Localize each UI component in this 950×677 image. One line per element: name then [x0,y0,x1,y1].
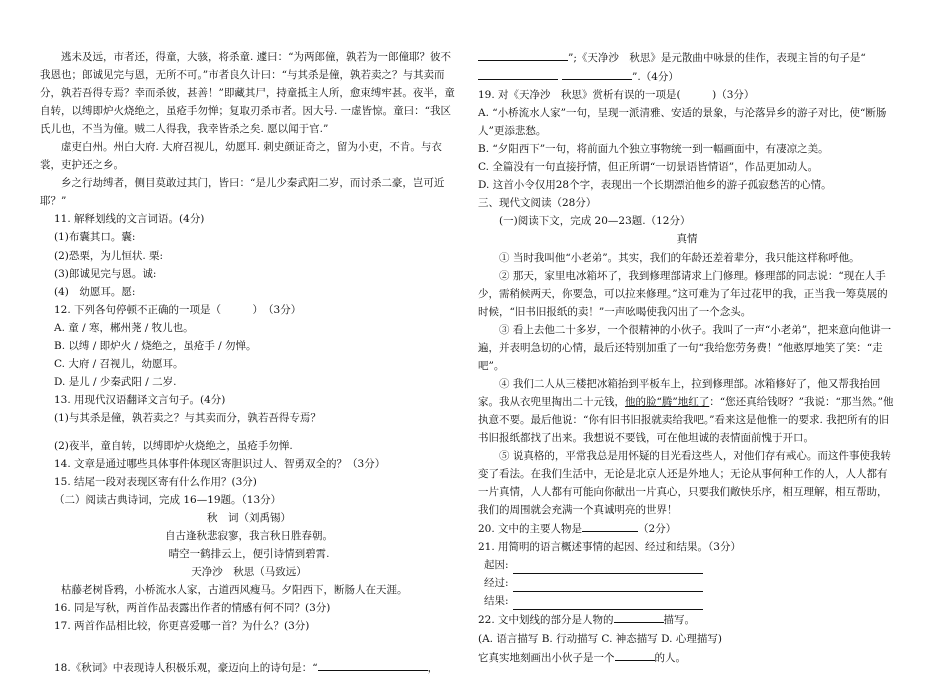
answer-space [40,427,458,437]
poem-2-text: 枯藤老树昏鸦，小桥流水人家，古道西风瘦马。夕阳西下，断肠人在天涯。 [61,584,408,597]
question-20-text: 20. 文中的主要人物是 [478,523,583,536]
underlined-description: 他的脸“腾”地红了 [625,395,710,408]
answer-blank[interactable] [478,67,558,80]
question-15: 15. 结尾一段对表现区寄有什么作用？(3分) [54,476,257,489]
answer-blank[interactable] [478,48,568,61]
story-paragraph-4-end: ：“您还真给钱呀？”我说：“那当然。”他执意不要。最后他说：“你有旧书旧报就卖给我吧。”看来这是他惟一的要求. 我把所有的旧书旧报纸都找了出来。我想说不要钱，可在他坦诚的表情面前愧于开口。 [478,395,894,444]
question-22-follow-up-tail: 的人。 [654,651,686,664]
question-11-item-4: (4) 幼愿耳。愿: [54,285,136,298]
poem-2-title: 天净沙 秋思（马致远） [191,566,307,579]
question-20 [478,519,896,538]
subsection-1-heading: (一)阅读下文，完成 20—23题.（12分） [499,215,691,228]
story-paragraph-4-start: ④ 我们二人从三楼把冰箱抬到平板车上，拉到修理部。冰箱修好了，他又帮我抬回家。我从衣兜里掏出二十元钱， [478,377,881,408]
question-22-text: 22. 文中划线的部分是人物的 [478,614,614,627]
answer-blank[interactable] [582,519,638,532]
question-22-options: (A. 语言描写 B. 行动描写 C. 神态描写 D. 心理描写) [478,632,722,645]
question-19: 19. 对《天净沙 秋思》赏析有误的一项是( )（3分） [478,89,755,102]
question-18: 18.《秋词》中表现诗人积极乐观，豪迈向上的诗句是：“ ， [40,658,458,677]
question-21-cause-label: 起因: [484,559,509,572]
answer-blank[interactable] [614,610,664,623]
answer-blank[interactable] [318,658,428,671]
question-21-process-label: 经过: [484,577,509,590]
answer-blank[interactable] [615,648,655,661]
question-14: 14. 文章是通过哪些具体事件体现区寄胆识过人、智勇双全的？（3分） [54,458,386,471]
question-19-option-a: A. “小桥流水人家”一句，呈现一派清雅、安适的景象，与沦落异乡的游子对比，使“断肠人”更添悲愁。 [478,107,887,138]
story-paragraph-4 [478,375,896,447]
right-column [478,48,896,667]
question-13: 13. 用现代汉语翻译文言句子。(4分) [54,393,226,406]
question-18-text: 18.《秋词》中表现诗人积极乐观，豪迈向上的诗句是：“ [54,661,318,674]
question-22-tail: 描写。 [663,614,696,627]
classical-passage-paragraph-2: 虚吏白州。州白大府. 大府召视儿，幼愿耳. 刺史颜证奇之，留为小吏，不肯。与衣裳，吏护还之乡。 [40,141,442,172]
story-title: 真情 [676,233,698,246]
question-18-continued [478,48,896,86]
question-20-tail: （2分） [638,523,677,536]
left-column [40,48,458,677]
question-11-item-1: (1)布囊其口。囊: [54,231,136,244]
question-11-item-3: (3)郎诚见完与恩。诚: [54,267,157,280]
question-19-option-c: C. 全篇没有一句直接抒情，但正所谓“一切景语皆情语”，作品更加动人。 [478,161,819,174]
question-21-result-row [478,592,896,610]
question-19-option-b: B. “夕阳西下”一句，将前面九个独立事物统一到一幅画面中，有凄凉之美。 [478,143,829,156]
question-22-follow-up [478,648,896,667]
question-11: 11. 解释划线的文言词语。(4分) [54,213,205,226]
answer-blank[interactable] [562,67,632,80]
question-21: 21. 用简明的语言概述事情的起因、经过和结果。（3分） [478,541,741,554]
question-13-item-2: (2)夜半，童自转，以缚即炉火烧绝之，虽疮手勿惮. [54,439,293,452]
question-18-tail: ”.（4分） [632,71,679,84]
poem-1-line-2: 晴空一鹤排云上，便引诗情到碧霄. [168,548,330,561]
question-16: 16. 同是写秋，两首作品表露出作者的情感有何不同？(3分) [54,602,331,615]
question-21-process-row [478,574,896,592]
poem-1-line-1: 自古逢秋悲寂寥，我言秋日胜春朝。 [165,530,333,543]
question-12-option-c: C. 大府 / 召视儿，幼愿耳。 [54,357,184,370]
section-3-heading: 三、现代文阅读（28分） [478,197,597,210]
question-19-option-d: D. 这首小令仅用28个字，表现出一个长期漂泊他乡的游子孤寂愁苦的心情。 [478,179,832,192]
question-21-result-label: 结果: [484,595,509,608]
question-12-option-a: A. 童 / 寒，郴州荛 / 牧儿也。 [54,321,194,334]
poem-1-title: 秋 词（刘禹锡） [207,512,291,525]
question-17: 17. 两首作品相比较，你更喜爱哪一首？为什么？(3分) [54,620,310,633]
question-13-item-1: (1)与其杀是僮，孰若卖之？与其卖而分，孰若吾得专焉？ [54,411,321,424]
question-18-continued-text: ”;《天净沙 秋思》是元散曲中咏景的佳作，表现主旨的句子是“ [568,52,866,64]
question-11-item-2: (2)恐栗，为儿恒状. 栗: [54,249,164,262]
story-paragraph-2: ② 那天，家里电冰箱坏了，我到修理部请求上门修理。修理部的同志说：“现在人手少，需稍候两天，你要急，可以拉来修理。”这可难为了年过花甲的我，正当我一筹莫展的时候，“旧书旧报纸的卖！”一声吆喝使我闪出了一个念头。 [478,269,888,318]
classical-passage-paragraph-3: 乡之行劫缚者，侧目莫敢过其门，皆曰：“是儿少秦武阳二岁，而讨杀二豪，岂可近耶？” [40,177,445,208]
story-paragraph-3: ③ 看上去他二十多岁，一个很精神的小伙子。我叫了一声“小老弟”，把来意向他讲一遍，并表明急切的心情，最后还特别加重了一句“我给您劳务费！”他憨厚地笑了笑：“走吧”。 [478,323,892,372]
question-12-option-d: D. 是儿 / 少秦武阳 / 二岁. [54,375,177,388]
section-2-heading: （二）阅读古典诗词，完成 16—19题。（13分） [54,494,282,507]
answer-space [40,636,458,658]
story-paragraph-5: ⑤ 说真格的，平常我总是用怀疑的目光看这些人，对他们存有戒心。而这件事使我转变了看法。在我们生活中，无论是北京人还是外地人；无论从事何种工作的人，人人都有一片真情，人人都有可能向你献出一片真心，只要我们敞快乐序，相互理解，相互帮助，我们的周围就会充满一个真诚明亮的世界！ [478,450,891,517]
question-22 [478,610,896,629]
answer-line[interactable] [513,595,703,610]
answer-line[interactable] [513,577,703,592]
answer-line[interactable] [513,559,703,574]
question-12: 12. 下列各句停顿不正确的一项是（ ） （3分） [54,303,302,316]
question-12-option-b: B. 以缚 / 即炉火 / 烧绝之，虽疮手 / 勿惮。 [54,339,257,352]
question-21-cause-row [478,556,896,574]
classical-passage-paragraph-1: 逃未及远，市者还，得童，大骇，将杀童. 遽曰：“为两郎僮，孰若为一郎僮耶？彼不我恩也；郎诚见完与恩，无所不可。”市者良久计曰：“与其杀是僮，孰若卖之？与其卖而分，孰若吾得专焉？幸而杀彼，甚善！”即藏其尸，持童抵主人所，愈束缚牢甚。夜半，童自转，以缚即炉火烧绝之，虽疮手勿惮；复取刃杀市者。因大号. 一虚皆惊。童曰：“我区氏儿也，不当为僮。贼二人得我，我幸皆杀之矣. 愿以闻于官.” [40,51,455,136]
question-22-follow-up-text: 它真实地刻画出小伙子是一个 [478,651,615,664]
story-paragraph-1: ① 当时我叫他“小老弟”。其实，我们的年龄还差着辈分，我只能这样称呼他。 [499,251,860,264]
